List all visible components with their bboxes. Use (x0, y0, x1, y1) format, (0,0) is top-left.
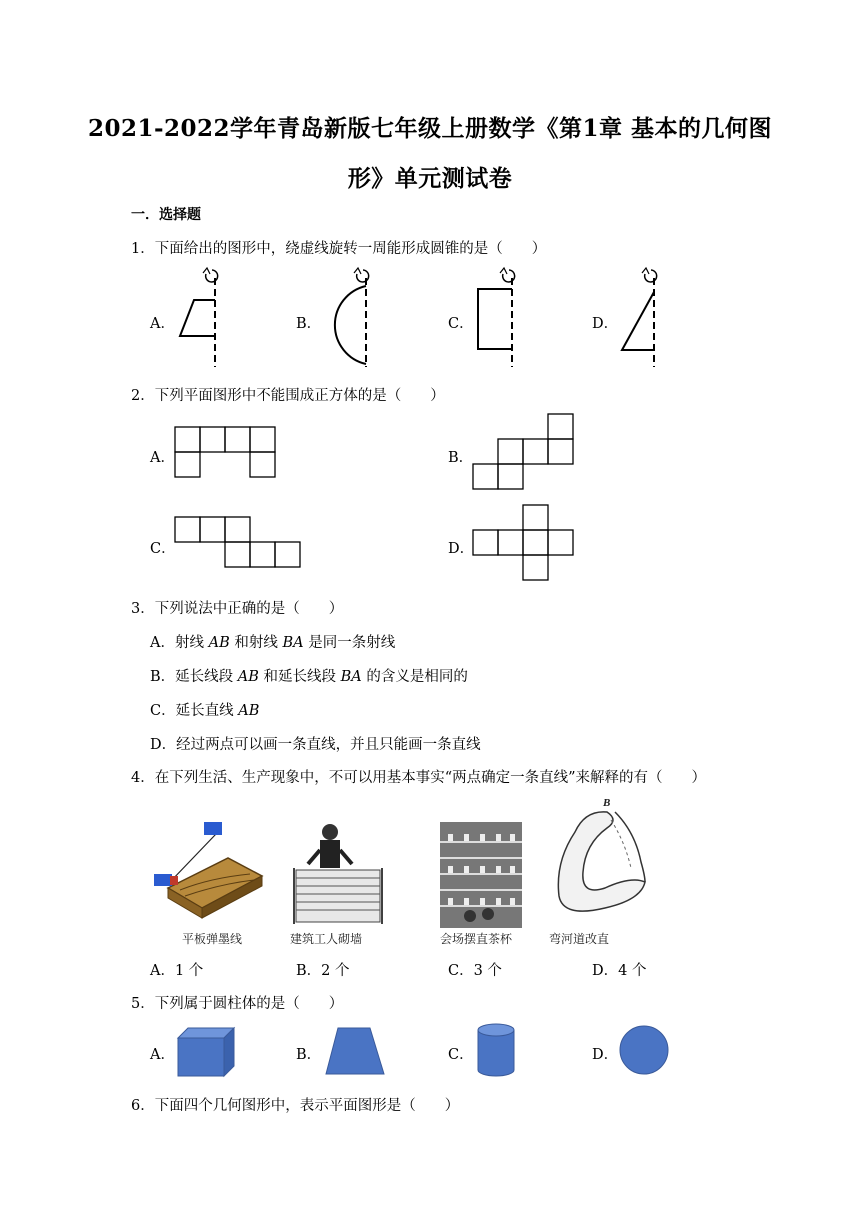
q2-net-d (472, 504, 576, 584)
question-4-stem: 4．在下列生活、生产现象中，不可以用基本事实“两点确定一条直线”来解释的有（ ） (131, 770, 707, 786)
section-heading: 一．选择题 (131, 207, 201, 223)
q1-option-b-label: B． (296, 316, 322, 332)
q4-photo-river (545, 792, 655, 928)
q5-circle-shape (618, 1024, 670, 1076)
q3-option-b: B．延长线段 AB 和延长线段 BA 的含义是相同的 (150, 669, 468, 685)
q1-figure-c (468, 264, 548, 369)
q2-net-a (174, 426, 278, 480)
question-6-stem: 6．下面四个几何图形中，表示平面图形是（ ） (131, 1098, 460, 1114)
q5-option-d-label: D． (592, 1047, 619, 1063)
q1-figure-a (170, 264, 250, 369)
question-2-stem: 2．下列平面图形中不能围成正方体的是（ ） (131, 388, 445, 404)
q4-photo-cups (440, 822, 522, 928)
q1-option-d-label: D． (592, 316, 619, 332)
q2-option-b-label: B． (448, 450, 474, 466)
q3-option-c: C．延长直线 AB (150, 703, 260, 719)
page-title-line-1: 2021-2022学年青岛新版七年级上册数学《第1章 基本的几何图 (87, 115, 773, 142)
q4-option-d: D．4 个 (592, 963, 647, 979)
q2-option-d-label: D． (448, 541, 475, 557)
q1-option-c-label: C． (448, 316, 474, 332)
q4-caption-2: 建筑工人砌墙 (290, 932, 363, 946)
q2-net-b (472, 413, 576, 493)
q2-option-c-label: C． (150, 541, 176, 557)
q4-option-a: A．1 个 (150, 963, 204, 979)
q4-caption-1: 平板弹墨线 (182, 932, 243, 946)
q2-net-c (174, 516, 304, 570)
q4-photo-plank (150, 818, 270, 928)
question-1-stem: 1．下面给出的图形中，绕虚线旋转一周能形成圆锥的是（ ） (131, 241, 547, 257)
q4-caption-4: 弯河道改直 (549, 932, 610, 946)
q5-cylinder-shape (474, 1022, 518, 1080)
q2-option-a-label: A． (150, 450, 175, 466)
q3-option-a: A．射线 AB 和射线 BA 是同一条射线 (150, 635, 396, 651)
q3-option-d: D．经过两点可以画一条直线，并且只能画一条直线 (150, 737, 481, 753)
q5-option-a-label: A． (150, 1047, 175, 1063)
q4-caption-3: 会场摆直茶杯 (440, 932, 513, 946)
question-3-stem: 3．下列说法中正确的是（ ） (131, 601, 344, 617)
page-title-line-2: 形》单元测试卷 (347, 165, 513, 192)
question-5-stem: 5．下列属于圆柱体的是（ ） (131, 996, 344, 1012)
q1-figure-b (316, 264, 396, 369)
q5-option-b-label: B． (296, 1047, 322, 1063)
q4-photo-bricklayer (290, 820, 390, 928)
q4-option-b: B．2 个 (296, 963, 350, 979)
q4-option-c: C．3 个 (448, 963, 502, 979)
q5-trapezoid-shape (324, 1026, 388, 1076)
q1-option-a-label: A． (150, 316, 175, 332)
q1-figure-d (612, 264, 692, 369)
q5-option-c-label: C． (448, 1047, 474, 1063)
q5-cube-shape (176, 1026, 236, 1078)
q4-river-point-b: B (603, 797, 611, 809)
